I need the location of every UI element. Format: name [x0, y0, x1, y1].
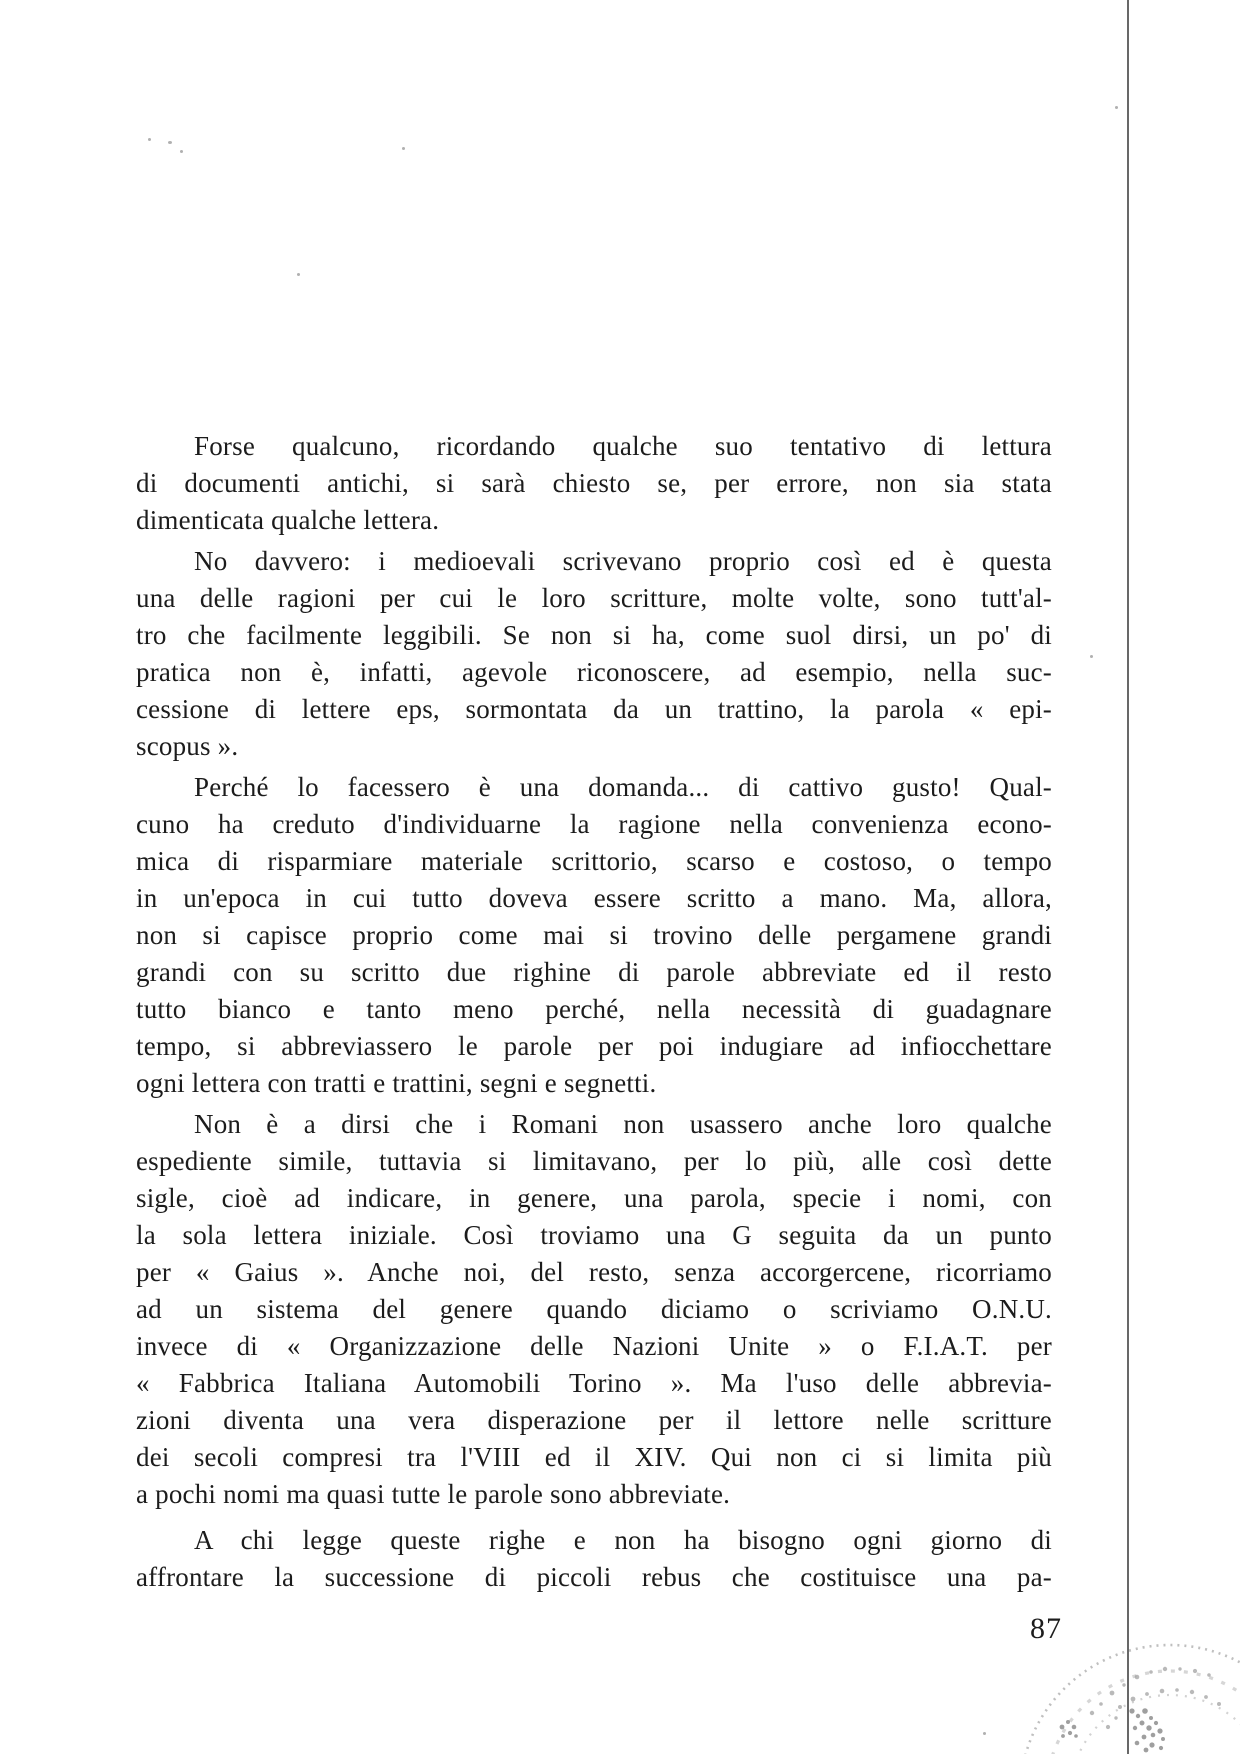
- text-line: sigle, cioè ad indicare, in genere, una parola, specie i nomi, con: [136, 1183, 1052, 1213]
- text-line: ogni lettera con tratti e trattini, segni e segnetti.: [136, 1068, 657, 1098]
- text-line: a pochi nomi ma quasi tutte le parole sono abbreviate.: [136, 1479, 731, 1509]
- text-block: [136, 428, 1052, 1596]
- text-line: « Fabbrica Italiana Automobili Torino ». Ma l'uso delle abbrevia-: [136, 1368, 1052, 1398]
- text-line: zioni diventa una vera disperazione per il lettore nelle scritture: [136, 1405, 1052, 1435]
- text-line: cessione di lettere eps, sormontata da un trattino, la parola « epi-: [136, 694, 1052, 724]
- text-line: tempo, si abbreviassero le parole per poi indugiare ad infiocchettare: [136, 1031, 1052, 1061]
- scan-speck: [1115, 106, 1118, 109]
- paragraph: [136, 1106, 1052, 1513]
- text-line: la sola lettera iniziale. Così troviamo una G seguita da un punto: [136, 1220, 1052, 1250]
- text-line: Perché lo facessero è una domanda... di cattivo gusto! Qual-: [194, 772, 1052, 802]
- text-line: Forse qualcuno, ricordando qualche suo tentativo di lettura: [194, 431, 1052, 461]
- text-line: A chi legge queste righe e non ha bisogno ogni giorno di: [194, 1525, 1052, 1555]
- text-line: dei secoli compresi tra l'VIII ed il XIV. Qui non ci si limita più: [136, 1442, 1052, 1472]
- text-line: dimenticata qualche lettera.: [136, 505, 440, 535]
- text-line: tro che facilmente leggibili. Se non si ha, come suol dirsi, un po' di: [136, 620, 1052, 650]
- text-line: invece di « Organizzazione delle Nazioni Unite » o F.I.A.T. per: [136, 1331, 1052, 1361]
- text-line: espediente simile, tuttavia si limitavano, per lo più, alle così dette: [136, 1146, 1052, 1176]
- text-line: No davvero: i medioevali scrivevano proprio così ed è questa: [194, 546, 1052, 576]
- text-line: per « Gaius ». Anche noi, del resto, senza accorgercene, ricorriamo: [136, 1257, 1052, 1287]
- text-line: affrontare la successione di piccoli rebus che costituisce una pa-: [136, 1562, 1052, 1592]
- paragraph: [136, 428, 1052, 539]
- text-line: tutto bianco e tanto meno perché, nella necessità di guadagnare: [136, 994, 1052, 1024]
- scan-speck: [297, 273, 300, 276]
- library-stamp-icon: [1000, 1615, 1240, 1754]
- text-line: pratica non è, infatti, agevole riconoscere, ad esempio, nella suc-: [136, 657, 1052, 687]
- text-line: grandi con su scritto due righine di parole abbreviate ed il resto: [136, 957, 1052, 987]
- text-line: in un'epoca in cui tutto doveva essere scritto a mano. Ma, allora,: [136, 883, 1052, 913]
- paragraph: [136, 543, 1052, 765]
- scan-speck: [180, 150, 183, 153]
- text-line: Non è a dirsi che i Romani non usassero anche loro qualche: [194, 1109, 1052, 1139]
- page-number: 87: [1030, 1612, 1062, 1645]
- text-line: di documenti antichi, si sarà chiesto se, per errore, non sia stata: [136, 468, 1052, 498]
- text-line: non si capisce proprio come mai si trovino delle pergamene grandi: [136, 920, 1052, 950]
- text-line: una delle ragioni per cui le loro scritture, molte volte, sono tutt'al-: [136, 583, 1052, 613]
- paragraph: [136, 769, 1052, 1102]
- text-line: scopus ».: [136, 731, 239, 761]
- scan-speck: [148, 138, 151, 141]
- text-line: cuno ha creduto d'individuarne la ragione nella convenienza econo-: [136, 809, 1052, 839]
- scan-speck: [1090, 655, 1093, 658]
- scan-speck: [168, 141, 172, 144]
- page-edge-line: [1127, 0, 1129, 1754]
- scan-speck: [983, 1732, 986, 1735]
- text-line: ad un sistema del genere quando diciamo o scriviamo O.N.U.: [136, 1294, 1052, 1324]
- paragraph: [136, 1522, 1052, 1596]
- scan-speck: [402, 147, 405, 150]
- text-line: mica di risparmiare materiale scrittorio, scarso e costoso, o tempo: [136, 846, 1052, 876]
